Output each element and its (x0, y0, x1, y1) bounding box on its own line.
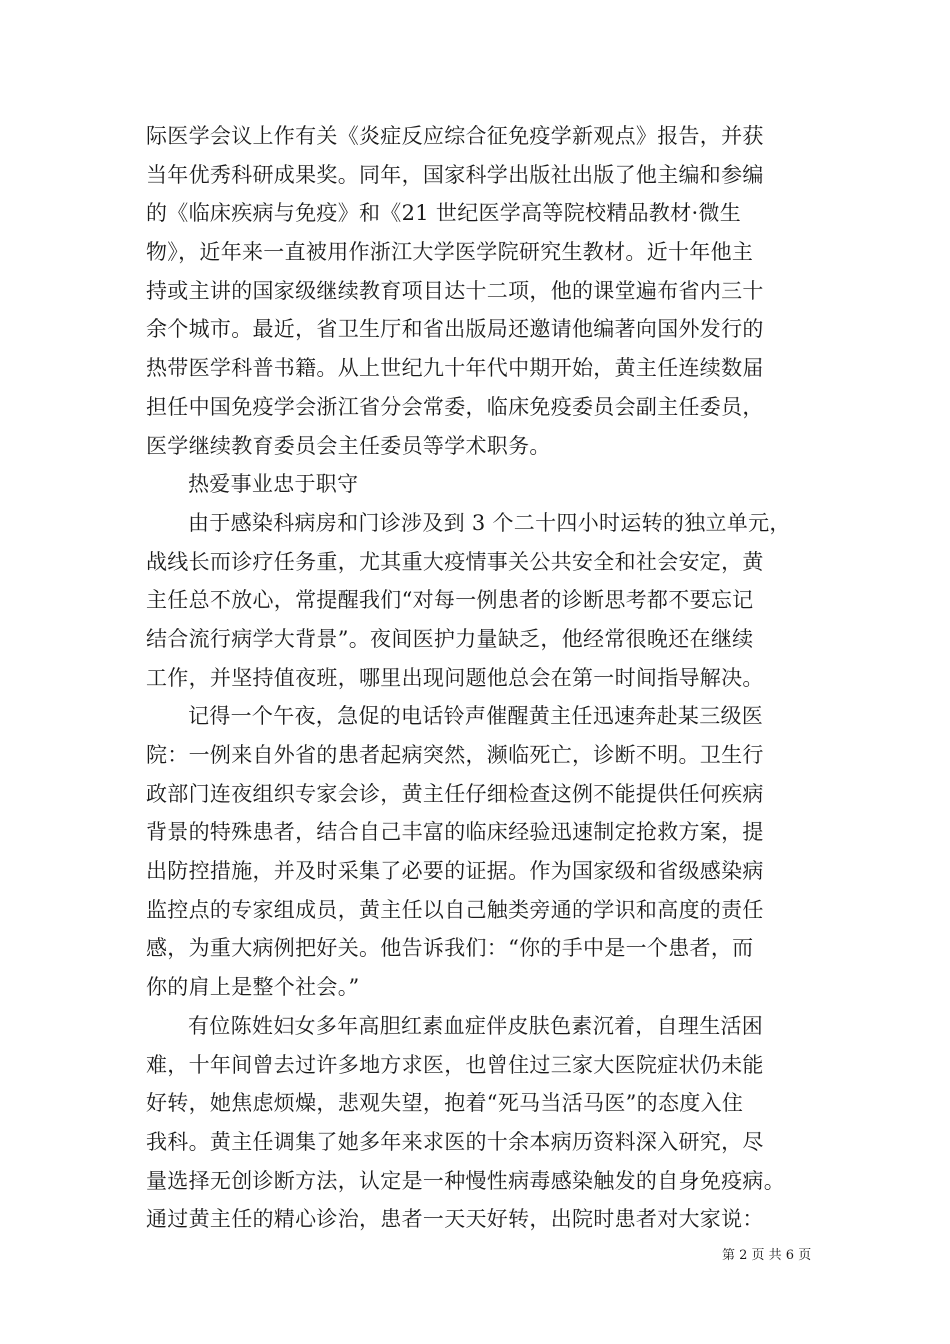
text-line: 持或主讲的国家级继续教育项目达十二项，他的课堂遍布省内三十 (146, 278, 764, 303)
text-line: 政部门连夜组织专家会诊，黄主任仔细检查这例不能提供任何疾病 (146, 781, 764, 806)
text-line: 当年优秀科研成果奖。同年，国家科学出版社出版了他主编和参编 (146, 162, 764, 187)
text-line: 监控点的专家组成员，黄主任以自己触类旁通的学识和高度的责任 (146, 897, 764, 922)
text-line: 我科。黄主任调集了她多年来求医的十余本病历资料深入研究，尽 (146, 1129, 764, 1154)
text-line: 感，为重大病例把好关。他告诉我们：“你的手中是一个患者，而 (146, 936, 754, 961)
text-line: 通过黄主任的精心诊治，患者一天天好转，出院时患者对大家说： (146, 1207, 764, 1232)
page-number: 第 2 页 共 6 页 (722, 1248, 812, 1263)
text-line: 院：一例来自外省的患者起病突然，濒临死亡，诊断不明。卫生行 (146, 743, 764, 767)
text-line: 你的肩上是整个社会。” (146, 975, 360, 1000)
text-line: 担任中国免疫学会浙江省分会常委，临床免疫委员会副主任委员， (146, 394, 764, 419)
text-line: 的《临床疾病与免疫》和《21 世纪医学高等院校精品教材·微生 (146, 201, 742, 226)
text-line: 量选择无创诊断方法，认定是一种慢性病毒感染触发的自身免疫病。 (146, 1168, 785, 1193)
text-line: 结合流行病学大背景”。夜间医护力量缺乏，他经常很晚还在继续 (146, 626, 754, 651)
text-line: 背景的特殊患者，结合自己丰富的临床经验迅速制定抢救方案，提 (146, 820, 764, 845)
text-line: 有位陈姓妇女多年高胆红素血症伴皮肤色素沉着，自理生活困 (188, 1013, 764, 1038)
text-line: 主任总不放心，常提醒我们“对每一例患者的诊断思考都不要忘记 (146, 588, 754, 613)
text-line: 工作，并坚持值夜班，哪里出现问题他总会在第一时间指导解决。 (146, 665, 764, 690)
body-text (146, 117, 816, 1239)
text-line: 战线长而诊疗任务重，尤其重大疫情事关公共安全和社会安定，黄 (146, 549, 764, 574)
text-line: 难，十年间曾去过许多地方求医，也曾住过三家大医院症状仍未能 (146, 1052, 764, 1077)
text-line: 好转，她焦虑烦燥，悲观失望，抱着“死马当活马医”的态度入住 (146, 1091, 744, 1116)
section-heading: 热爱事业忠于职守 (188, 472, 359, 497)
text-line: 由于感染科病房和门诊涉及到 3 个二十四小时运转的独立单元， (188, 510, 791, 535)
text-line: 出防控措施，并及时采集了必要的证据。作为国家级和省级感染病 (146, 859, 764, 884)
text-line: 热带医学科普书籍。从上世纪九十年代中期开始，黄主任连续数届 (146, 356, 764, 381)
text-line: 物》，近年来一直被用作浙江大学医学院研究生教材。近十年他主 (146, 240, 754, 265)
text-line: 余个城市。最近，省卫生厅和省出版局还邀请他编著向国外发行的 (146, 317, 764, 342)
text-line: 医学继续教育委员会主任委员等学术职务。 (146, 433, 551, 458)
text-line: 际医学会议上作有关《炎症反应综合征免疫学新观点》报告，并获 (146, 124, 764, 148)
text-line: 记得一个午夜，急促的电话铃声催醒黄主任迅速奔赴某三级医 (188, 704, 764, 729)
